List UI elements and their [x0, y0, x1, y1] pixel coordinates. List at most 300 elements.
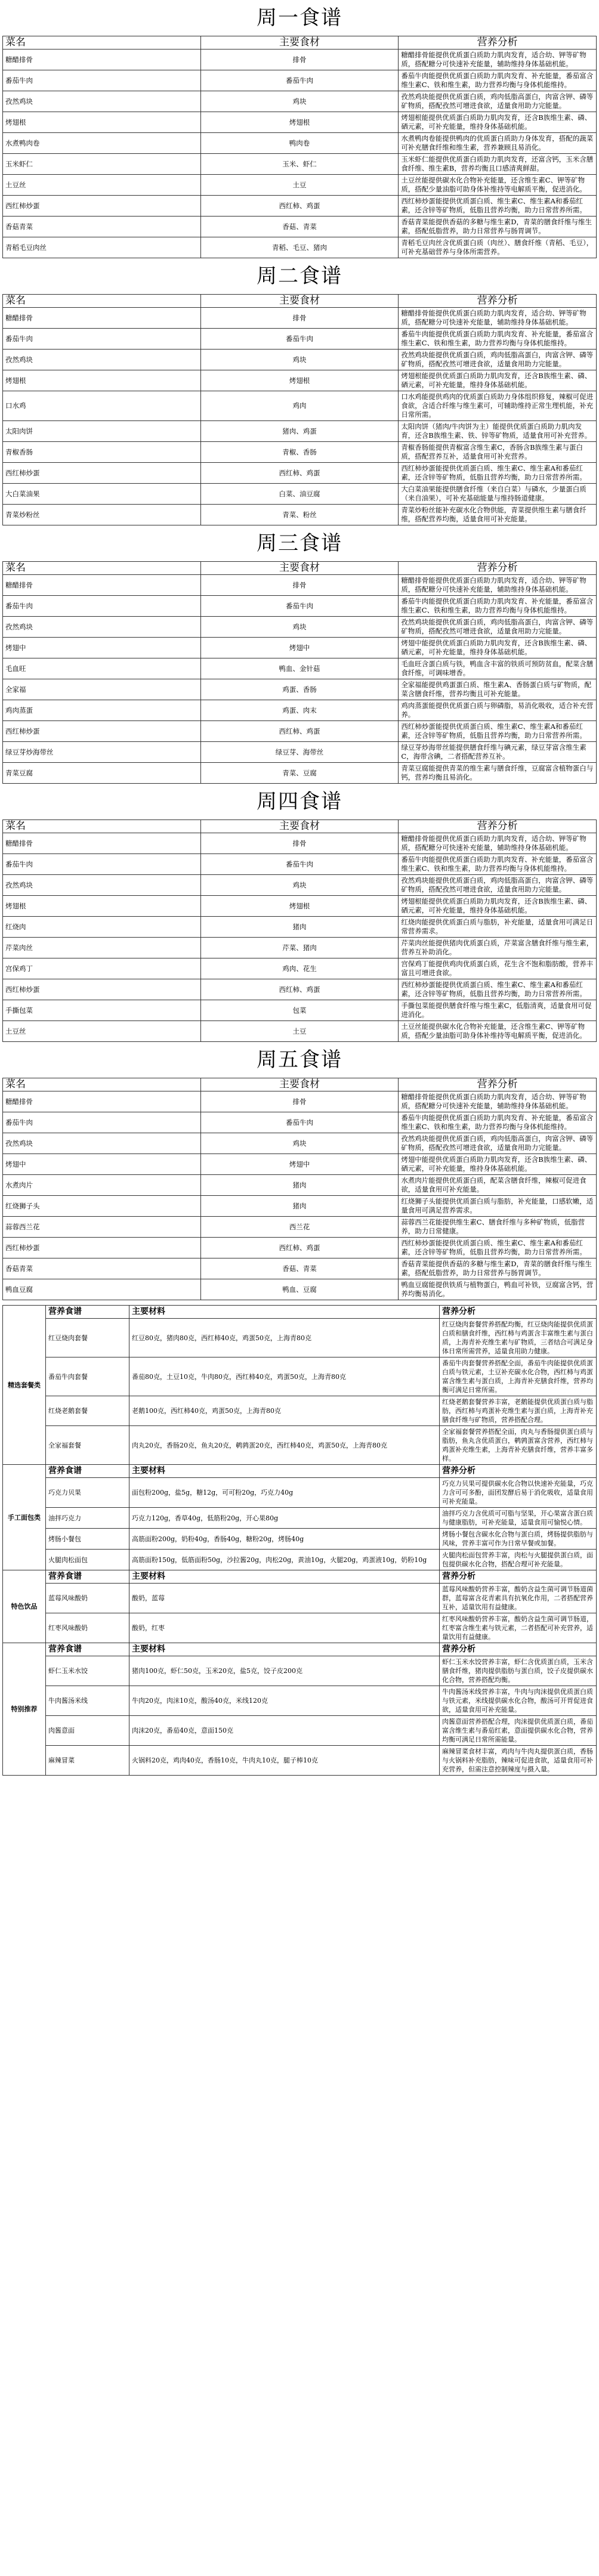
table-row [3, 833, 597, 854]
table-row [3, 1319, 597, 1357]
column-header: 菜名 [3, 562, 201, 575]
special-recipe-name: 烤肠小餐包 [46, 1529, 129, 1550]
column-header: 营养食谱 [46, 1306, 129, 1319]
column-header: 营养分析 [440, 1570, 597, 1584]
table-header-row [3, 820, 597, 833]
dish-name: 青菜炒粉丝 [3, 505, 201, 525]
dish-nutrition: 水煮肉片能提供优质蛋白质，配菜含膳食纤维，辣椒可促进食欲，适量食用可补充能量。 [399, 1175, 597, 1196]
dish-ingredients: 烤翅中 [200, 638, 399, 658]
dish-name: 鸡肉蒸蛋 [3, 700, 201, 721]
dish-nutrition: 红烧肉能提供优质蛋白质与脂肪，补充能量，适量食用可满足日常营养需求。 [399, 917, 597, 938]
dish-name: 孜然鸡块 [3, 91, 201, 112]
week-title: 周二食谱 [257, 264, 342, 288]
column-header: 主要材料 [129, 1570, 440, 1584]
dish-ingredients: 青菜、豆腐 [200, 763, 399, 784]
special-nutrition: 全家福套餐营养搭配全面，肉丸与香肠提供蛋白质与脂肪，鱼丸含优质蛋白，鹌鹑蛋富含营养，西红柿与鸡蛋补充维生素，上海青补充膳食纤维，营养丰富多样。 [440, 1426, 597, 1465]
dish-nutrition: 西红柿炒蛋能提供优质蛋白质、维生素C、维生素A和番茄红素，还含锌等矿物质，低脂且营养均衡，助力日常营养所需。 [399, 721, 597, 742]
specials-header-row [3, 1465, 597, 1478]
dish-nutrition: 土豆丝能提供碳水化合物补充能量，还含维生素C、钾等矿物质，搭配少量油脂可助身体补维持等电解质平衡，促进消化。 [399, 175, 597, 196]
dish-nutrition: 孜然鸡块能提供优质蛋白质，鸡肉低脂高蛋白，肉富含钾、磷等矿物质，搭配孜然可增进食欲，适量食用助力完能量。 [399, 617, 597, 638]
table-row [3, 742, 597, 763]
table-row [3, 154, 597, 175]
dish-name: 糖醋排骨 [3, 575, 201, 596]
dish-name: 西红柿炒蛋 [3, 463, 201, 484]
table-header-row [3, 36, 597, 50]
dish-name: 糖醋排骨 [3, 50, 201, 70]
dish-name: 西红柿炒蛋 [3, 979, 201, 1000]
dish-nutrition: 西红柿炒蛋能提供优质蛋白质、维生素C、维生素A和番茄红素，还含锌等矿物质，低脂且营养均衡，助力日常营养所需。 [399, 979, 597, 1000]
dish-name: 手撕包菜 [3, 1000, 201, 1021]
dish-nutrition: 西红柿炒蛋能提供优质蛋白质、维生素C、维生素A和番茄红素，还含锌等矿物质，低脂且营养均衡，助力日常营养所需。 [399, 463, 597, 484]
dish-nutrition: 绿豆芽炒海带丝能提供膳食纤维与碘元素，绿豆芽富含维生素C，海带含碘，二者搭配营养互补。 [399, 742, 597, 763]
table-row [3, 575, 597, 596]
week-title: 周五食谱 [257, 1048, 342, 1072]
column-header: 营养食谱 [46, 1643, 129, 1656]
dish-name: 糖醋排骨 [3, 308, 201, 329]
special-category: 特色饮品 [3, 1570, 46, 1643]
column-header: 菜名 [3, 820, 201, 833]
dish-ingredients: 土豆 [200, 1021, 399, 1042]
table-row [3, 1686, 597, 1716]
table-row [3, 196, 597, 217]
dish-ingredients: 烤翅根 [200, 112, 399, 133]
table-header-row [3, 1078, 597, 1091]
dish-nutrition: 孜然鸡块能提供优质蛋白质，鸡肉低脂高蛋白，肉富含钾、磷等矿物质，搭配孜然可增进食欲，适量食用助力完能量。 [399, 91, 597, 112]
table-row [3, 896, 597, 917]
dish-nutrition: 口水鸡能提供鸡肉的优质蛋白质助力身体组织修复，辣椒可促进食欲，含适合纤维与维生素可，可辅助维持正常生理机能，补充日常所需。 [399, 391, 597, 421]
special-recipe-name: 麻辣冒菜 [46, 1746, 129, 1776]
table-row [3, 112, 597, 133]
dish-nutrition: 太阳肉饼（猪肉/牛肉饼为主）能提供优质蛋白质助力肌肉发育，还含B族维生素、铁、锌等矿物质，适量食用可补充营养。 [399, 421, 597, 442]
dish-nutrition: 宫保鸡丁能提供鸡肉优质蛋白质，花生含不饱和脂肪酸，营养丰富且可增进食欲。 [399, 958, 597, 979]
dish-ingredients: 西红柿、鸡蛋 [200, 979, 399, 1000]
table-row [3, 1238, 597, 1258]
table-row [3, 70, 597, 91]
dish-nutrition: 糖醋排骨能提供优质蛋白质助力肌肉发育，适合幼、钾等矿物质，搭配糖分可快速补充能量，辅助维持身体基础机能。 [399, 50, 597, 70]
dish-ingredients: 西红柿、鸡蛋 [200, 463, 399, 484]
table-row [3, 1426, 597, 1465]
special-recipe-name: 虾仁玉米水饺 [46, 1656, 129, 1686]
table-row [3, 133, 597, 154]
table-row [3, 1716, 597, 1746]
dish-name: 鸭血豆腐 [3, 1279, 201, 1300]
special-recipe-name: 红烧老鹅套餐 [46, 1396, 129, 1426]
dish-name: 芹菜肉丝 [3, 938, 201, 958]
dish-nutrition: 烤翅根能提供优质蛋白质助力肌肉发育，还含B族维生素、磷、硒元素，可补充能量，维持身体基础机能。 [399, 896, 597, 917]
dish-nutrition: 烤翅中能提供优质蛋白质助力肌肉发育，还含B族维生素、磷、硒元素，可补充能量，维持身体基础机能。 [399, 638, 597, 658]
dish-ingredients: 青稻、毛豆、猪肉 [200, 237, 399, 258]
dish-name: 孜然鸡块 [3, 350, 201, 370]
dish-ingredients: 烤翅根 [200, 370, 399, 391]
dish-ingredients: 鸡蛋、肉末 [200, 700, 399, 721]
special-materials: 肉沫20克，番茄40克，意面150克 [129, 1716, 440, 1746]
week-title: 周三食谱 [257, 531, 342, 555]
column-header: 营养分析 [399, 562, 597, 575]
special-nutrition: 油拌巧克力含优质可可脂与坚果，开心果富含蛋白质与健康脂肪，可补充能量，适量食用可愉悦心情。 [440, 1508, 597, 1529]
dish-name: 番茄牛肉 [3, 596, 201, 617]
table-row [3, 1021, 597, 1042]
special-recipe-name: 火腿肉松面包 [46, 1550, 129, 1570]
special-materials: 面包粉200g，盐5g，糖12g，可可粉20g，巧克力40g [129, 1478, 440, 1508]
table-row [3, 1613, 597, 1643]
dish-ingredients: 香菇、青菜 [200, 1258, 399, 1279]
dish-ingredients: 排骨 [200, 575, 399, 596]
table-row [3, 1550, 597, 1570]
dish-name: 烤翅中 [3, 1154, 201, 1175]
dish-ingredients: 猪肉、鸡蛋 [200, 421, 399, 442]
table-row [3, 854, 597, 875]
table-row [3, 350, 597, 370]
column-header: 营养分析 [440, 1306, 597, 1319]
special-materials: 番茄80克，土豆10克，牛肉80克，西红柿40克，鸡蛋50克，上海青80克 [129, 1357, 440, 1396]
dish-ingredients: 鸡蛋、香肠 [200, 679, 399, 700]
dish-nutrition: 糖醋排骨能提供优质蛋白质助力肌肉发育，适合幼、钾等矿物质，搭配糖分可快速补充能量，辅助维持身体基础机能。 [399, 833, 597, 854]
dish-ingredients: 排骨 [200, 308, 399, 329]
special-category: 特别推荐 [3, 1643, 46, 1776]
dish-name: 青椒香肠 [3, 442, 201, 463]
column-header: 主要材料 [129, 1643, 440, 1656]
dish-nutrition: 烤翅根能提供优质蛋白质助力肌肉发育，还含B族维生素、磷、硒元素，可补充能量，维持身体基础机能。 [399, 112, 597, 133]
dish-name: 番茄牛肉 [3, 329, 201, 350]
special-materials: 牛肉20克，肉沫10克，酸汤40克，米线120克 [129, 1686, 440, 1716]
dish-name: 孜然鸡块 [3, 617, 201, 638]
table-row [3, 442, 597, 463]
column-header: 主要食材 [200, 820, 399, 833]
dish-ingredients: 排骨 [200, 1091, 399, 1112]
special-nutrition: 火腿肉松面包营养丰富，肉松与火腿提供蛋白质，面包提供碳水化合物，搭配合理可补充能量。 [440, 1550, 597, 1570]
special-nutrition: 红豆烧肉套餐营养搭配均衡，红豆烧肉能提供优质蛋白质和膳食纤维，西红柿与鸡蛋含丰富维生素与蛋白质，上海青补充维生素与矿物质，三者结合可满足身体日常所需营养，适量食用助力健康。 [440, 1319, 597, 1357]
dish-nutrition: 番茄牛肉能提供优质蛋白质助力肌肉发育、补充能量，番茄富含维生素C、铁和维生素，助力营养均衡与身体机能维持。 [399, 596, 597, 617]
special-nutrition: 肉酱意面营养搭配合理，肉沫提供优质蛋白质，番茄富含维生素与番茄红素，意面提供碳水化合物，营养均衡可满足日常所需能量。 [440, 1716, 597, 1746]
dish-nutrition: 鸡肉蒸蛋能提供优质蛋白质与卵磷脂，易消化吸收，适合补充营养。 [399, 700, 597, 721]
day-menu-table [2, 294, 597, 525]
dish-ingredients: 青菜、粉丝 [200, 505, 399, 525]
table-row [3, 1584, 597, 1613]
dish-ingredients: 鸭血、金针菇 [200, 658, 399, 679]
dish-ingredients: 番茄牛肉 [200, 596, 399, 617]
dish-nutrition: 青椒香肠能提供青椒富含维生素C，香肠含B族维生素与蛋白质，搭配营养互补，适量食用可补充营养。 [399, 442, 597, 463]
dish-name: 大白菜油果 [3, 484, 201, 505]
specials-header-row [3, 1570, 597, 1584]
dish-ingredients: 西红柿、鸡蛋 [200, 196, 399, 217]
table-row [3, 1000, 597, 1021]
dish-name: 青稻毛豆肉丝 [3, 237, 201, 258]
special-nutrition: 牛肉酱汤米线营养丰富，牛肉与肉沫提供优质蛋白质与铁元素，米线提供碳水化合物，酸汤可开胃促进食欲，适量食用可补充能量。 [440, 1686, 597, 1716]
dish-name: 烤翅根 [3, 370, 201, 391]
specials-header-row [3, 1306, 597, 1319]
dish-ingredients: 鸭血、豆腐 [200, 1279, 399, 1300]
column-header: 营养分析 [440, 1643, 597, 1656]
dish-nutrition: 孜然鸡块能提供优质蛋白质，鸡肉低脂高蛋白，肉富含钾、磷等矿物质，搭配孜然可增进食欲，适量食用助力完能量。 [399, 875, 597, 896]
table-row [3, 370, 597, 391]
table-row [3, 638, 597, 658]
table-row [3, 596, 597, 617]
dish-ingredients: 烤翅根 [200, 896, 399, 917]
dish-name: 糖醋排骨 [3, 1091, 201, 1112]
dish-name: 红烧狮子头 [3, 1196, 201, 1217]
dish-nutrition: 孜然鸡块能提供优质蛋白质，鸡肉低脂高蛋白，肉富含钾、磷等矿物质，搭配孜然可增进食欲，适量食用助力完能量。 [399, 1133, 597, 1154]
dish-name: 水煮鸭肉卷 [3, 133, 201, 154]
special-materials: 高筋面粉150g，低筋面粉50g，沙拉酱20g，肉松20g，黄油10g，火腿20g，鸡蛋液10g，奶粉10g [129, 1550, 440, 1570]
table-row [3, 1133, 597, 1154]
dish-name: 毛血旺 [3, 658, 201, 679]
dish-name: 西红柿炒蛋 [3, 1238, 201, 1258]
dish-name: 番茄牛肉 [3, 1112, 201, 1133]
dish-nutrition: 西红柿炒蛋能提供优质蛋白质、维生素C、维生素A和番茄红素，还含锌等矿物质，低脂且营养均衡，助力日常营养所需。 [399, 196, 597, 217]
table-row [3, 1656, 597, 1686]
dish-name: 番茄牛肉 [3, 854, 201, 875]
table-row [3, 463, 597, 484]
dish-nutrition: 手撕包菜能提供膳食纤维与维生素C，低脂清爽，适量食用可促进消化。 [399, 1000, 597, 1021]
special-category: 手工面包类 [3, 1465, 46, 1570]
special-materials: 巧克力120g，香草40g，低筋粉20g，开心果80g [129, 1508, 440, 1529]
table-row [3, 1175, 597, 1196]
table-row [3, 1746, 597, 1776]
special-nutrition: 蓝莓风味酸奶营养丰富，酸奶含益生菌可调节肠道菌群，蓝莓富含花青素具有抗氧化作用，二者搭配营养互补，适量饮用有益健康。 [440, 1584, 597, 1613]
table-row [3, 875, 597, 896]
special-materials: 火锅料20克，鸡肉40克，香肠10克，牛肉丸10克，腿子棒10克 [129, 1746, 440, 1776]
dish-ingredients: 番茄牛肉 [200, 70, 399, 91]
table-row [3, 50, 597, 70]
dish-nutrition: 番茄牛肉能提供优质蛋白质助力肌肉发育、补充能量，番茄富含维生素C、铁和维生素，助力营养均衡与身体机能维持。 [399, 854, 597, 875]
week-title: 周四食谱 [257, 790, 342, 814]
dish-ingredients: 土豆 [200, 175, 399, 196]
column-header: 主要材料 [129, 1465, 440, 1478]
dish-ingredients: 鸡块 [200, 1133, 399, 1154]
table-row [3, 1478, 597, 1508]
table-row [3, 958, 597, 979]
dish-ingredients: 绿豆芽、海带丝 [200, 742, 399, 763]
table-header-row [3, 295, 597, 308]
dish-name: 烤翅中 [3, 638, 201, 658]
column-header: 主要食材 [200, 562, 399, 575]
dish-name: 孜然鸡块 [3, 875, 201, 896]
dish-nutrition: 糖醋排骨能提供优质蛋白质助力肌肉发育，适合幼、钾等矿物质，搭配糖分可快速补充能量，辅助维持身体基础机能。 [399, 308, 597, 329]
dish-nutrition: 烤翅中能提供优质蛋白质助力肌肉发育，还含B族维生素、磷、硒元素，可补充能量，维持身体基础机能。 [399, 1154, 597, 1175]
dish-nutrition: 鸭血豆腐能提供铁质与植物蛋白，鸭血可补铁，豆腐富含钙，营养均衡易消化。 [399, 1279, 597, 1300]
dish-nutrition: 番茄牛肉能提供优质蛋白质助力肌肉发育、补充能量，番茄富含维生素C、铁和维生素，助力营养均衡与身体机能维持。 [399, 329, 597, 350]
dish-ingredients: 鸡肉 [200, 391, 399, 421]
table-row [3, 1508, 597, 1529]
table-row [3, 484, 597, 505]
special-recipe-name: 油拌巧克力 [46, 1508, 129, 1529]
special-nutrition: 红烧老鹅套餐营养丰富，老鹅能提供优质蛋白质与脂肪，西红柿与鸡蛋补充维生素与蛋白质，上海青补充膳食纤维与矿物质，营养搭配合理。 [440, 1396, 597, 1426]
dish-nutrition: 玉米虾仁能提供优质蛋白质助力肌肉发育，还富含钙，玉米含膳食纤维、维生素B，营养均衡且口感清爽鲜甜。 [399, 154, 597, 175]
dish-ingredients: 鸭肉卷 [200, 133, 399, 154]
table-row [3, 617, 597, 638]
column-header: 营养分析 [399, 1078, 597, 1091]
dish-name: 玉米虾仁 [3, 154, 201, 175]
dish-name: 香菇青菜 [3, 1258, 201, 1279]
dish-ingredients: 鸡块 [200, 875, 399, 896]
table-row [3, 1217, 597, 1238]
special-nutrition: 麻辣冒菜食材丰富，鸡肉与牛肉丸提供蛋白质，香肠与火锅料补充脂肪，辣味可促进食欲，适量食用可补充营养，但需注意控制辣度与摄入量。 [440, 1746, 597, 1776]
table-row [3, 658, 597, 679]
dish-name: 糖醋排骨 [3, 833, 201, 854]
dish-ingredients: 鸡块 [200, 91, 399, 112]
special-recipe-name: 红豆烧肉套餐 [46, 1319, 129, 1357]
specials-table [2, 1305, 597, 1776]
table-row [3, 917, 597, 938]
special-recipe-name: 巧克力贝果 [46, 1478, 129, 1508]
column-header: 营养分析 [399, 36, 597, 50]
column-header: 菜名 [3, 295, 201, 308]
specials-header-row [3, 1643, 597, 1656]
special-materials: 酸奶，蓝莓 [129, 1584, 440, 1613]
special-nutrition: 巧克力贝果可提供碳水化合物以快速补充能量，巧克力含可可多酚，面团发酵后易于消化吸收，适量食用可补充能量。 [440, 1478, 597, 1508]
table-row [3, 763, 597, 784]
dish-ingredients: 鸡块 [200, 350, 399, 370]
table-row [3, 1154, 597, 1175]
dish-ingredients: 鸡肉、花生 [200, 958, 399, 979]
special-nutrition: 烤肠小餐包含碳水化合物与蛋白质，烤肠提供脂肪与风味，营养丰富可作为日常早餐或加餐。 [440, 1529, 597, 1550]
dish-ingredients: 香菇、青菜 [200, 217, 399, 237]
dish-nutrition: 糖醋排骨能提供优质蛋白质助力肌肉发育，适合幼、钾等矿物质，搭配糖分可快速补充能量，辅助维持身体基础机能。 [399, 575, 597, 596]
dish-ingredients: 西红柿、鸡蛋 [200, 1238, 399, 1258]
special-nutrition: 虾仁玉米水饺营养丰富，虾仁含优质蛋白质，玉米含膳食纤维，猪肉提供脂肪与蛋白质，饺子皮提供碳水化合物，营养搭配均衡。 [440, 1656, 597, 1686]
dish-name: 番茄牛肉 [3, 70, 201, 91]
dish-ingredients: 番茄牛肉 [200, 1112, 399, 1133]
dish-ingredients: 青椒、香肠 [200, 442, 399, 463]
special-recipe-name: 红枣风味酸奶 [46, 1613, 129, 1643]
table-row [3, 237, 597, 258]
table-row [3, 1112, 597, 1133]
dish-nutrition: 糖醋排骨能提供优质蛋白质助力肌肉发育，适合幼、钾等矿物质，搭配糖分可快速补充能量，辅助维持身体基础机能。 [399, 1091, 597, 1112]
dish-nutrition: 蒜蓉西兰花能提供维生素C、膳食纤维与多种矿物质，低脂营养，助力日常健康。 [399, 1217, 597, 1238]
dish-nutrition: 大白菜油果能提供膳食纤维（来自白菜）与磷水，少量蛋白质（来自油果），可补充基础能量与维持肠道健康。 [399, 484, 597, 505]
dish-ingredients: 芹菜、猪肉 [200, 938, 399, 958]
dish-nutrition: 香菇青菜能提供香菇的多糖与维生素D，青菜的膳食纤维与维生素，搭配低脂营养，助力日常营养与肠胃调节。 [399, 217, 597, 237]
dish-nutrition: 青稻毛豆肉丝含优质蛋白质（肉丝）、膳食纤维（青稻、毛豆），可补充基础营养与身体所需营养。 [399, 237, 597, 258]
column-header: 菜名 [3, 36, 201, 50]
dish-name: 青菜豆腐 [3, 763, 201, 784]
table-row [3, 721, 597, 742]
dish-name: 土豆丝 [3, 1021, 201, 1042]
dish-nutrition: 水煮鸭肉卷能提供鸭肉的优质蛋白质助力身体发育，搭配的蔬菜可补充膳食纤维和维生素，营养兼顾且易消化。 [399, 133, 597, 154]
dish-nutrition: 红烧狮子头能提供优质蛋白质与脂肪，补充能量，口感软嫩，适量食用可满足营养需求。 [399, 1196, 597, 1217]
dish-ingredients: 猪肉 [200, 1175, 399, 1196]
column-header: 营养分析 [399, 295, 597, 308]
table-row [3, 979, 597, 1000]
dish-nutrition: 孜然鸡块能提供优质蛋白质，鸡肉低脂高蛋白，肉富含钾、磷等矿物质，搭配孜然可增进食欲，适量食用助力完能量。 [399, 350, 597, 370]
column-header: 营养食谱 [46, 1570, 129, 1584]
dish-ingredients: 鸡块 [200, 617, 399, 638]
special-materials: 肉丸20克，香肠20克，鱼丸20克，鹌鹑蛋20克，西红柿40克，鸡蛋50克，上海青80克 [129, 1426, 440, 1465]
dish-name: 蒜蓉西兰花 [3, 1217, 201, 1238]
dish-ingredients: 西兰花 [200, 1217, 399, 1238]
table-row [3, 1279, 597, 1300]
column-header: 主要食材 [200, 295, 399, 308]
dish-ingredients: 排骨 [200, 50, 399, 70]
special-recipe-name: 全家福套餐 [46, 1426, 129, 1465]
dish-ingredients: 排骨 [200, 833, 399, 854]
special-materials: 高筋面粉200g，奶粉40g，香肠40g，糖粉20g，烤肠40g [129, 1529, 440, 1550]
table-row [3, 1396, 597, 1426]
column-header: 主要材料 [129, 1306, 440, 1319]
table-row [3, 1529, 597, 1550]
day-menu-table [2, 36, 597, 258]
dish-name: 西红柿炒蛋 [3, 721, 201, 742]
dish-nutrition: 香菇青菜能提供香菇的多糖与维生素D，青菜的膳食纤维与维生素，搭配低脂营养，助力日常营养与肠胃调节。 [399, 1258, 597, 1279]
day-menu-table [2, 820, 597, 1042]
dish-ingredients: 烤翅中 [200, 1154, 399, 1175]
table-row [3, 679, 597, 700]
table-header-row [3, 562, 597, 575]
dish-nutrition: 全家福能提供鸡蛋蛋白质、维生素A、香肠蛋白质与矿物质，配菜含膳食纤维，营养均衡且可补充能量。 [399, 679, 597, 700]
table-row [3, 329, 597, 350]
table-row [3, 1357, 597, 1396]
column-header: 菜名 [3, 1078, 201, 1091]
dish-ingredients: 玉米、虾仁 [200, 154, 399, 175]
special-category: 精选套餐类 [3, 1306, 46, 1465]
dish-ingredients: 包菜 [200, 1000, 399, 1021]
dish-nutrition: 芹菜肉丝能提供猪肉优质蛋白质，芹菜富含膳食纤维与维生素，营养互补助消化。 [399, 938, 597, 958]
column-header: 主要食材 [200, 36, 399, 50]
column-header: 主要食材 [200, 1078, 399, 1091]
special-recipe-name: 番茄牛肉套餐 [46, 1357, 129, 1396]
dish-nutrition: 青菜炒粉丝能补充碳水化合物供能，青菜提供维生素与膳食纤维，搭配营养均衡，适量食用可补充能量。 [399, 505, 597, 525]
table-row [3, 700, 597, 721]
dish-name: 孜然鸡块 [3, 1133, 201, 1154]
week-title: 周一食谱 [257, 6, 342, 30]
dish-ingredients: 番茄牛肉 [200, 854, 399, 875]
column-header: 营养分析 [440, 1465, 597, 1478]
special-materials: 红豆80克，猪肉80克，西红柿40克，鸡蛋50克，上海青80克 [129, 1319, 440, 1357]
dish-name: 绿豆芽炒海带丝 [3, 742, 201, 763]
dish-ingredients: 西红柿、鸡蛋 [200, 721, 399, 742]
dish-ingredients: 猪肉 [200, 1196, 399, 1217]
dish-name: 烤翅根 [3, 112, 201, 133]
special-recipe-name: 肉酱意面 [46, 1716, 129, 1746]
dish-name: 红烧肉 [3, 917, 201, 938]
dish-name: 宫保鸡丁 [3, 958, 201, 979]
dish-nutrition: 青菜豆腐能提供青菜的维生素与膳食纤维，豆腐富含植物蛋白与钙，营养均衡且易消化。 [399, 763, 597, 784]
table-row [3, 175, 597, 196]
dish-nutrition: 烤翅根能提供优质蛋白质助力肌肉发育，还含B族维生素、磷、硒元素，可补充能量，维持身体基础机能。 [399, 370, 597, 391]
day-menu-table [2, 1078, 597, 1300]
dish-nutrition: 番茄牛肉能提供优质蛋白质助力肌肉发育、补充能量，番茄富含维生素C、铁和维生素，助力营养均衡与身体机能维持。 [399, 70, 597, 91]
table-row [3, 505, 597, 525]
table-row [3, 217, 597, 237]
table-row [3, 391, 597, 421]
dish-nutrition: 番茄牛肉能提供优质蛋白质助力肌肉发育、补充能量，番茄富含维生素C、铁和维生素，助力营养均衡与身体机能维持。 [399, 1112, 597, 1133]
dish-ingredients: 白菜、油豆腐 [200, 484, 399, 505]
special-materials: 酸奶，红枣 [129, 1613, 440, 1643]
dish-name: 水煮肉片 [3, 1175, 201, 1196]
table-row [3, 1196, 597, 1217]
dish-nutrition: 土豆丝能提供碳水化合物补充能量，还含维生素C、钾等矿物质，搭配少量油脂可助身体补维持等电解质平衡，促进消化。 [399, 1021, 597, 1042]
table-row [3, 1258, 597, 1279]
dish-name: 全家福 [3, 679, 201, 700]
table-row [3, 308, 597, 329]
dish-nutrition: 毛血旺含蛋白质与铁，鸭血含丰富的铁质可预防贫血，配菜含膳食纤维，可调味增香。 [399, 658, 597, 679]
dish-name: 土豆丝 [3, 175, 201, 196]
column-header: 营养分析 [399, 820, 597, 833]
special-materials: 猪肉100克，虾仁50克，玉米20克，盐5克，饺子皮200克 [129, 1656, 440, 1686]
dish-name: 西红柿炒蛋 [3, 196, 201, 217]
day-menu-table [2, 561, 597, 784]
dish-nutrition: 西红柿炒蛋能提供优质蛋白质、维生素C、维生素A和番茄红素，还含锌等矿物质，低脂且营养均衡，助力日常营养所需。 [399, 1238, 597, 1258]
dish-ingredients: 番茄牛肉 [200, 329, 399, 350]
dish-name: 香菇青菜 [3, 217, 201, 237]
special-recipe-name: 蓝莓风味酸奶 [46, 1584, 129, 1613]
dish-name: 太阳肉饼 [3, 421, 201, 442]
special-nutrition: 红枣风味酸奶营养丰富，酸奶含益生菌可调节肠道，红枣富含维生素与铁元素，二者搭配可补充营养，适量饮用有益健康。 [440, 1613, 597, 1643]
dish-ingredients: 猪肉 [200, 917, 399, 938]
table-row [3, 1091, 597, 1112]
table-row [3, 938, 597, 958]
special-recipe-name: 牛肉酱汤米线 [46, 1686, 129, 1716]
